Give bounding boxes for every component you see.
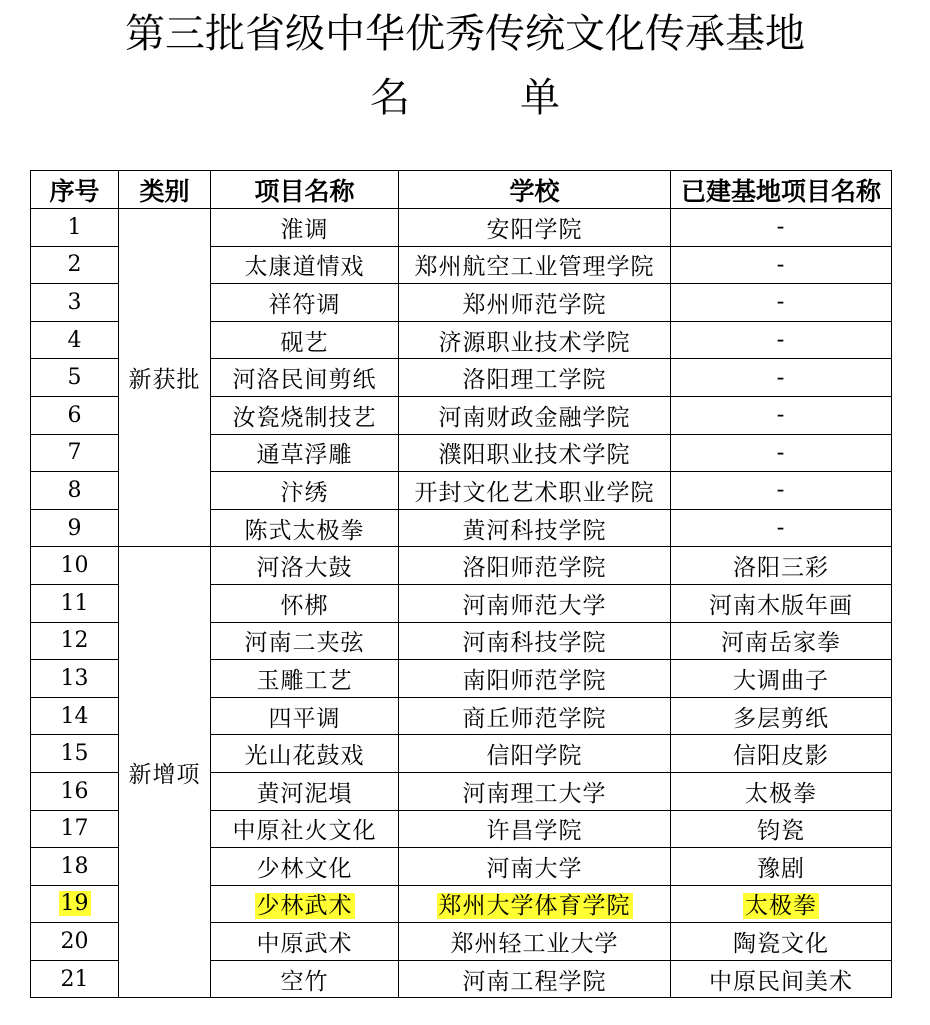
highlight-existing: 太极拳 <box>745 893 817 920</box>
cell-project: 空竹 <box>211 960 399 998</box>
cell-project: 四平调 <box>211 697 399 735</box>
cell-existing: - <box>671 472 892 510</box>
cell-number: 8 <box>31 472 119 510</box>
cell-number: 2 <box>31 246 119 284</box>
cell-existing: - <box>671 321 892 359</box>
cell-existing <box>671 885 892 923</box>
cell-existing: 豫剧 <box>671 848 892 886</box>
cell-school: 河南大学 <box>399 848 671 886</box>
cell-number <box>31 885 119 923</box>
cell-number: 17 <box>31 810 119 848</box>
cell-number: 20 <box>31 923 119 961</box>
cell-number: 15 <box>31 735 119 773</box>
cell-number: 14 <box>31 697 119 735</box>
table-row <box>31 547 892 585</box>
cell-school: 济源职业技术学院 <box>399 321 671 359</box>
cell-existing: - <box>671 434 892 472</box>
highlight-school: 郑州大学体育学院 <box>438 893 631 920</box>
cell-school: 河南理工大学 <box>399 772 671 810</box>
cell-existing: 洛阳三彩 <box>671 547 892 585</box>
header-category: 类别 <box>119 171 211 209</box>
base-list-table <box>30 170 892 998</box>
cell-number: 6 <box>31 396 119 434</box>
cell-project: 河洛大鼓 <box>211 547 399 585</box>
cell-project: 少林文化 <box>211 848 399 886</box>
cell-number: 10 <box>31 547 119 585</box>
cell-existing: - <box>671 284 892 322</box>
cell-school: 濮阳职业技术学院 <box>399 434 671 472</box>
cell-existing: 钧瓷 <box>671 810 892 848</box>
highlight-project: 少林武术 <box>256 893 353 920</box>
cell-school: 郑州师范学院 <box>399 284 671 322</box>
cell-existing: 多层剪纸 <box>671 697 892 735</box>
document-title: 第三批省级中华优秀传统文化传承基地 <box>125 11 805 57</box>
cell-number: 12 <box>31 622 119 660</box>
cell-school: 河南工程学院 <box>399 960 671 998</box>
cell-number: 9 <box>31 509 119 547</box>
subtitle-char-2: 单 <box>520 75 560 121</box>
header-project: 项目名称 <box>211 171 399 209</box>
table-header-row <box>31 171 892 209</box>
cell-project: 汴绣 <box>211 472 399 510</box>
header-number: 序号 <box>31 171 119 209</box>
cell-school: 黄河科技学院 <box>399 509 671 547</box>
cell-project: 通草浮雕 <box>211 434 399 472</box>
cell-school: 郑州航空工业管理学院 <box>399 246 671 284</box>
cell-existing: 中原民间美术 <box>671 960 892 998</box>
document-subtitle <box>0 72 930 124</box>
cell-existing: 信阳皮影 <box>671 735 892 773</box>
cell-existing: 太极拳 <box>671 772 892 810</box>
subtitle-char-1: 名 <box>370 75 410 121</box>
cell-number: 13 <box>31 660 119 698</box>
cell-project: 河洛民间剪纸 <box>211 359 399 397</box>
table-row <box>31 209 892 247</box>
cell-school: 信阳学院 <box>399 735 671 773</box>
category-new-added: 新增项 <box>119 547 211 998</box>
cell-project: 陈式太极拳 <box>211 509 399 547</box>
cell-number: 7 <box>31 434 119 472</box>
cell-project: 太康道情戏 <box>211 246 399 284</box>
cell-project: 黄河泥塤 <box>211 772 399 810</box>
cell-number: 11 <box>31 584 119 622</box>
cell-number: 16 <box>31 772 119 810</box>
cell-project: 砚艺 <box>211 321 399 359</box>
cell-existing: - <box>671 246 892 284</box>
cell-school: 河南科技学院 <box>399 622 671 660</box>
cell-existing: - <box>671 359 892 397</box>
cell-school: 许昌学院 <box>399 810 671 848</box>
cell-existing: - <box>671 209 892 247</box>
cell-number: 5 <box>31 359 119 397</box>
cell-number: 18 <box>31 848 119 886</box>
cell-existing: 陶瓷文化 <box>671 923 892 961</box>
cell-existing: - <box>671 509 892 547</box>
cell-project: 汝瓷烧制技艺 <box>211 396 399 434</box>
category-new-approved: 新获批 <box>119 209 211 547</box>
cell-project: 中原社火文化 <box>211 810 399 848</box>
cell-number: 21 <box>31 960 119 998</box>
cell-project <box>211 885 399 923</box>
cell-number: 3 <box>31 284 119 322</box>
cell-existing: 大调曲子 <box>671 660 892 698</box>
cell-school: 开封文化艺术职业学院 <box>399 472 671 510</box>
cell-school: 南阳师范学院 <box>399 660 671 698</box>
cell-project: 怀梆 <box>211 584 399 622</box>
cell-school: 河南财政金融学院 <box>399 396 671 434</box>
cell-project: 玉雕工艺 <box>211 660 399 698</box>
cell-school: 郑州轻工业大学 <box>399 923 671 961</box>
header-existing-project: 已建基地项目名称 <box>671 171 892 209</box>
cell-number: 4 <box>31 321 119 359</box>
cell-school <box>399 885 671 923</box>
cell-existing: 河南岳家拳 <box>671 622 892 660</box>
cell-existing: - <box>671 396 892 434</box>
cell-school: 洛阳理工学院 <box>399 359 671 397</box>
highlight-number: 19 <box>60 891 89 917</box>
cell-number: 1 <box>31 209 119 247</box>
cell-project: 光山花鼓戏 <box>211 735 399 773</box>
cell-school: 洛阳师范学院 <box>399 547 671 585</box>
header-school: 学校 <box>399 171 671 209</box>
cell-existing: 河南木版年画 <box>671 584 892 622</box>
cell-project: 祥符调 <box>211 284 399 322</box>
cell-project: 河南二夹弦 <box>211 622 399 660</box>
cell-project: 中原武术 <box>211 923 399 961</box>
cell-school: 商丘师范学院 <box>399 697 671 735</box>
cell-school: 安阳学院 <box>399 209 671 247</box>
cell-school: 河南师范大学 <box>399 584 671 622</box>
cell-project: 淮调 <box>211 209 399 247</box>
